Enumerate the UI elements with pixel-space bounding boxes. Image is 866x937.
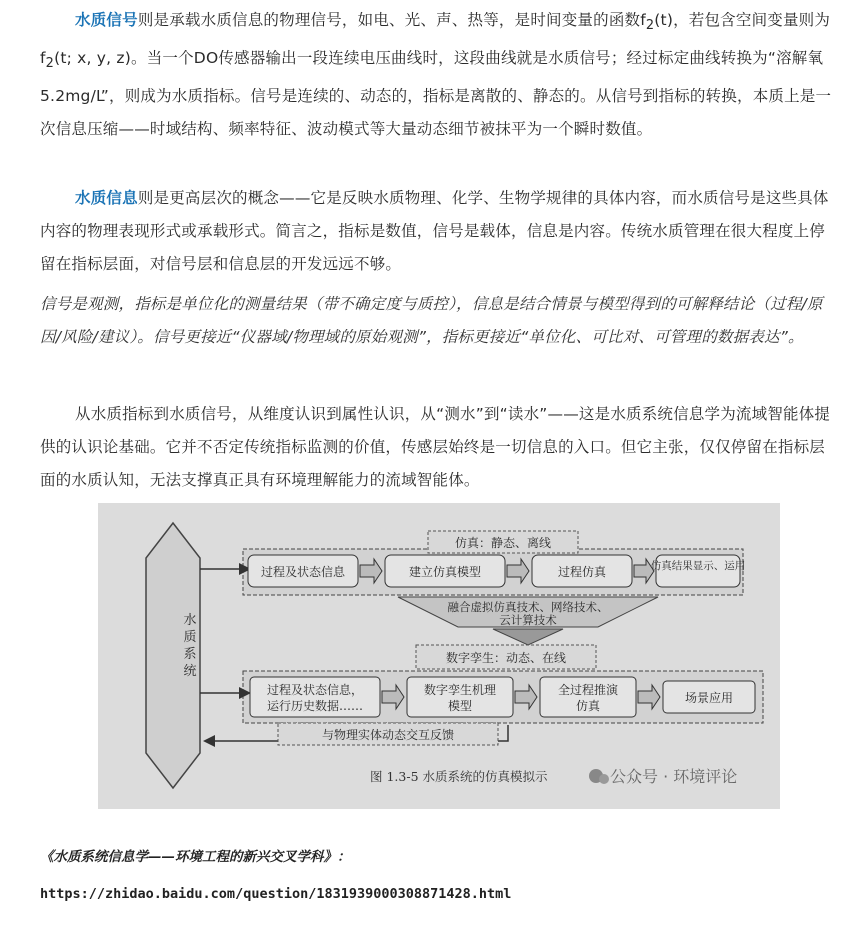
top-box-4-text: 仿真结果显示、运用 <box>650 560 746 572</box>
bottom-box-1-line-1: 过程及状态信息， <box>266 683 364 697</box>
source-title: 《水质系统信息学——环境工程的新兴交叉学科》： <box>40 849 351 865</box>
term-water-information: 水质信息 <box>75 189 138 207</box>
mid-banner-text: 数字孪生：动态、在线 <box>445 651 567 665</box>
paragraph-water-signal <box>40 4 840 146</box>
p1-subscript-2: 2 <box>45 56 55 72</box>
top-box-3-text: 过程仿真 <box>557 565 607 579</box>
p1-text-2: (t)，若包含空间变量则为f <box>40 11 831 68</box>
p1-text-1: 则是承载水质信息的物理信号，如电、光、声、热等，是时间变量的函数f <box>137 11 646 29</box>
paragraph-epistemology <box>40 398 840 497</box>
bottom-box-1-line-2: 运行历史数据…… <box>266 699 364 713</box>
side-label-4: 统 <box>183 664 197 679</box>
top-box-2-text: 建立仿真模型 <box>408 565 482 579</box>
paragraph-water-information <box>40 182 840 281</box>
p4-text: 从水质指标到水质信号，从维度认识到属性认识，从“测水”到“读水”——这是水质系统信息学为流域智能体提供的认识论基础。它并不否定传统指标监测的价值，传感层始终是一切信息的入口。但它主张，仅仅停留在指标层面的水质认知，无法支撑真正具有环境理解能力的流域智能体。 <box>40 405 831 489</box>
bottom-box-2-line-1: 数字孪生机理 <box>423 683 497 697</box>
figure-diagram <box>98 503 780 809</box>
bottom-box-2-line-2: 模型 <box>447 699 473 713</box>
source-url[interactable]: https://zhidao.baidu.com/question/1831939000308871428.html <box>40 886 512 902</box>
paragraph-signal-vs-indicator <box>40 288 840 354</box>
funnel-text-2: 云计算技术 <box>499 613 557 627</box>
watermark-text: 公众号 · 环境评论 <box>610 767 738 786</box>
funnel-text-1: 融合虚拟仿真技术、网络技术、 <box>447 600 609 614</box>
bottom-box-4-text: 场景应用 <box>684 691 734 705</box>
p3-text: 信号是观测，指标是单位化的测量结果（带不确定度与质控），信息是结合情景与模型得到的可解释结论（过程/原因/风险/建议）。信号更接近“仪器域/物理域的原始观测”，指标更接近“单位化、可比对、可管理的数据表达”。 <box>40 295 823 346</box>
side-label-2: 质 <box>183 630 197 645</box>
p1-subscript-1: 2 <box>645 18 655 34</box>
top-banner-text: 仿真：静态、离线 <box>454 536 552 550</box>
top-box-1-text: 过程及状态信息 <box>260 565 346 579</box>
bottom-box-3-line-2: 仿真 <box>575 699 601 713</box>
p1-text-3: (t; x, y, z)。当一个DO传感器输出一段连续电压曲线时，这段曲线就是水质信号；经过标定曲线转换为“溶解氧5.2mg/L”，则成为水质指标。信号是连续的、动态的，指标是离散的、静态的。从信号到指标的转换，本质上是一次信息压缩——时域结构、频率特征、波动模式等大量动态细节被抹平为一个瞬时数值。 <box>40 49 832 139</box>
side-label-1: 水 <box>183 613 197 628</box>
bottom-box-3-line-1: 全过程推演 <box>557 683 619 697</box>
funnel-down-arrow <box>493 629 563 645</box>
feedback-text: 与物理实体动态交互反馈 <box>321 728 455 742</box>
simulation-figure <box>98 503 780 809</box>
p2-text: 则是更高层次的概念——它是反映水质物理、化学、生物学规律的具体内容，而水质信号是这些具体内容的物理表现形式或承载形式。简言之，指标是数值，信号是载体，信息是内容。传统水质管理在很大程度上停留在指标层面，对信号层和信息层的开发远远不够。 <box>40 189 829 273</box>
figure-caption: 图 1.3-5 水质系统的仿真模拟示 <box>370 769 548 784</box>
term-water-signal: 水质信号 <box>75 11 138 29</box>
side-label-3: 系 <box>183 647 197 662</box>
